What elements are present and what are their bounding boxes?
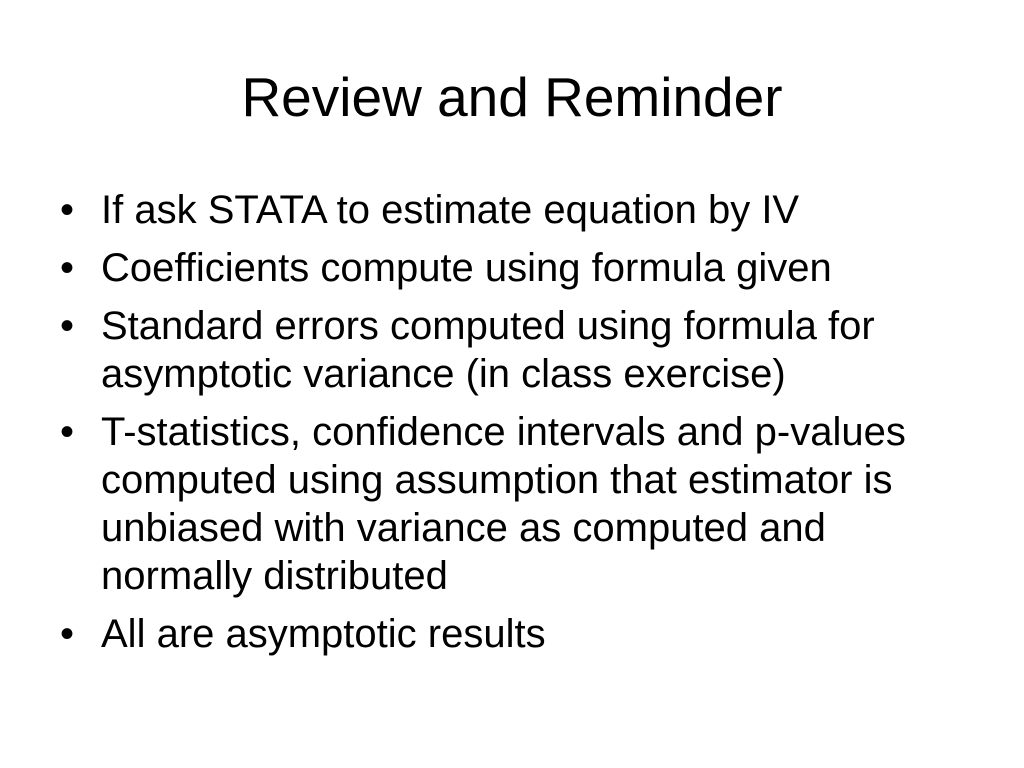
bullet-dot: • <box>60 612 75 656</box>
bullet-item <box>60 408 960 600</box>
bullet-text: T-statistics, confidence intervals and p-values computed using assumption that estimator is unbiased with variance as computed and normally distributed <box>101 410 906 598</box>
bullet-item <box>60 302 960 398</box>
bullet-dot: • <box>60 410 75 454</box>
bullet-text: Coefficients compute using formula given <box>101 246 832 290</box>
bullet-text: Standard errors computed using formula for asymptotic variance (in class exercise) <box>101 304 875 396</box>
bullet-dot: • <box>60 246 75 290</box>
bullet-text: All are asymptotic results <box>101 612 546 656</box>
bullet-item <box>60 186 960 234</box>
bullet-item <box>60 244 960 292</box>
bullet-item <box>60 610 960 658</box>
bullet-text: If ask STATA to estimate equation by IV <box>101 188 800 232</box>
bullet-dot: • <box>60 188 75 232</box>
slide-title: Review and Reminder <box>241 66 783 128</box>
bullet-dot: • <box>60 304 75 348</box>
bullet-list <box>60 186 960 668</box>
